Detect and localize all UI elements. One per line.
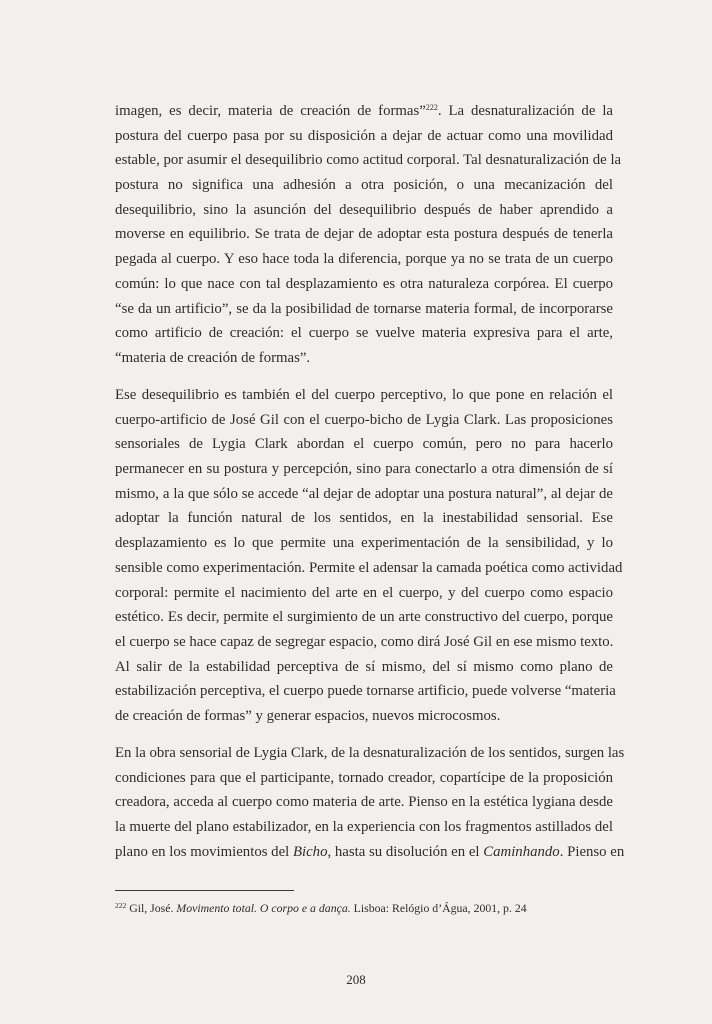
text-line: imagen, es decir, materia de creación de formas”$^{222}$. La desnaturalización de la <box>115 103 613 119</box>
text-line: mismo, a la que sólo se accede “al dejar de adoptar una postura natural”, al dejar de <box>115 485 613 502</box>
footnote-divider <box>115 890 294 891</box>
text-line: Al salir de la estabilidad perceptiva de sí mismo, del sí mismo como plano de <box>115 658 613 675</box>
text-line: estabilización perceptiva, el cuerpo puede tornarse artificio, puede volverse “materia <box>115 683 616 700</box>
text-line: adoptar la función natural de los sentidos, en la inestabilidad sensorial. Ese <box>115 510 613 527</box>
text-line: condiciones para que el participante, tornado creador, copartícipe de la proposición <box>115 769 613 786</box>
text-line: pegada al cuerpo. Y eso hace toda la diferencia, porque ya no se trata de un cuerpo <box>115 251 613 268</box>
text-line: “se da un artificio”, se da la posibilidad de tornarse materia formal, de incorporarse <box>115 300 613 317</box>
text-line: estable, por asumir el desequilibrio como actitud corporal. Tal desnaturalización de la <box>115 152 622 169</box>
text-line: la muerte del plano estabilizador, en la experiencia con los fragmentos astillados del <box>115 819 613 836</box>
footnote: $^{222}$ Gil, José. Movimento total. O corpo e a dança. Lisboa: Relógio d’Água, 2001, p. 24 <box>115 901 527 915</box>
text-line: En la obra sensorial de Lygia Clark, de la desnaturalización de los sentidos, surgen las <box>115 745 625 761</box>
italic-title-bicho: Bicho <box>292 843 328 860</box>
text-line: postura no significa una adhesión a otra posición, o una mecanización del <box>115 177 613 194</box>
text-line: común: lo que nace con tal desplazamiento es otra naturaleza corpórea. El cuerpo <box>115 275 613 292</box>
text-line: el cuerpo se hace capaz de segregar espacio, como dirá José Gil en ese mismo texto. <box>115 633 614 650</box>
text-line: sensoriales de Lygia Clark abordan el cuerpo común, pero no para hacerlo <box>115 436 613 453</box>
text-line: desequilibrio, sino la asunción del desequilibrio después de haber aprendido a <box>115 201 613 218</box>
text-line: de creación de formas” y generar espacios, nuevos microcosmos. <box>115 707 501 724</box>
text-line: plano en los movimientos del Bicho, hasta su disolución en el Caminhando. Pienso en <box>115 843 625 860</box>
page-number: 208 <box>346 972 366 987</box>
paragraph-1 <box>115 99 622 371</box>
text-line: sensible como experimentación. Permite el adensar la camada poética como actividad <box>115 559 623 576</box>
footnote-number: 222 <box>115 901 127 910</box>
text-line: cuerpo-artificio de José Gil con el cuerpo-bicho de Lygia Clark. Las proposiciones <box>115 411 613 428</box>
text-line: corporal: permite el nacimiento del arte en el cuerpo, y del cuerpo como espacio <box>115 584 613 601</box>
footnote-title: Movimento total. O corpo e a dança. <box>176 901 351 915</box>
text-line: creadora, acceda al cuerpo como materia de arte. Pienso en la estética lygiana desde <box>115 794 613 811</box>
text-line: “materia de creación de formas”. <box>115 349 311 366</box>
footnote-reference: 222 <box>425 103 438 112</box>
italic-title-caminhando: Caminhando <box>483 843 560 860</box>
text-line: moverse en equilibrio. Se trata de dejar de adoptar esta postura después de tenerla <box>115 226 613 243</box>
text-line: desplazamiento es lo que permite una experimentación de la sensibilidad, y lo <box>115 535 613 552</box>
text-line: Ese desequilibrio es también el del cuerpo perceptivo, lo que pone en relación el <box>115 387 613 403</box>
text-line: postura del cuerpo pasa por su disposición a dejar de actuar como una movilidad <box>115 127 613 144</box>
text-line: como artificio de creación: el cuerpo se vuelve materia expresiva para el arte, <box>115 325 613 342</box>
paragraph-2 <box>115 383 623 729</box>
text-line: permanecer en su postura y percepción, sino para conectarlo a otra dimensión de sí <box>115 461 613 478</box>
paragraph-3 <box>115 741 625 864</box>
text-line: estético. Es decir, permite el surgimiento de un arte constructivo del cuerpo, porque <box>115 609 613 626</box>
